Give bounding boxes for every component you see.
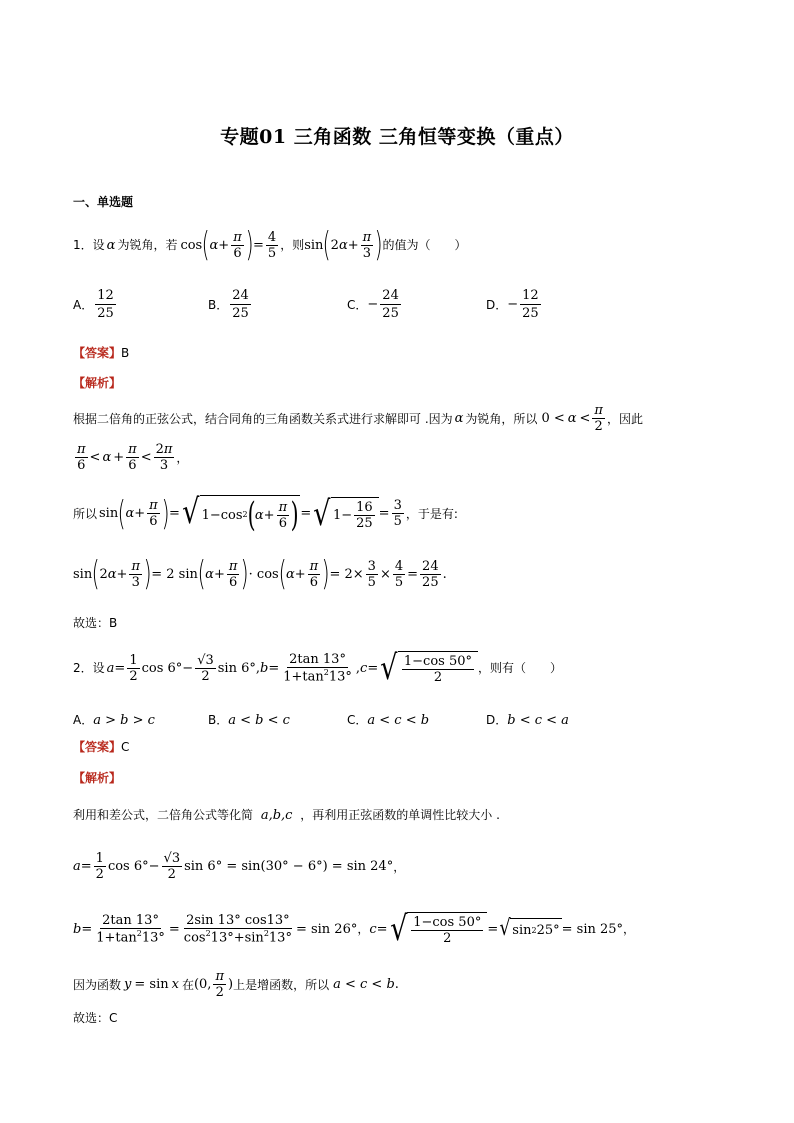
q2-answer: 【答案】C <box>73 740 130 754</box>
q1-analysis-line-2: π 6 < α + $\frac{\pi}{6}$ < 2π 3 ， <box>77 442 189 473</box>
q1-analysis-line-4: sin ( 2 α + $\frac{\pi}{3}$ ) = 2 sin ( α + $\frac{\pi}{6}$ ) · cos ( α + $\frac{\pi}{6}$ ) = 2× $\frac{3}{5}$ × $\frac{4}{5}$ = $\frac{24}{25}$ . <box>73 554 447 594</box>
q2-option-c: C．a < c < b <box>347 713 430 728</box>
q2-analysis-line-2: a = $\frac{1}{2}$ cos 6°− $\frac{√3}{2}$ sin 6° = sin(30° − 6°) = sin 24° ， <box>73 851 406 882</box>
q1-analysis-tag: 【解析】 <box>73 376 122 390</box>
q1-option-b: B． 24 25 <box>208 288 249 321</box>
q2-option-a: A．a > b > c <box>73 713 155 728</box>
q2-option-b: B．a < b < c <box>208 713 290 728</box>
q1-analysis-line-1: 根据二倍角的正弦公式，结合同角的三角函数关系式进行求解即可 .因为 α 为锐角，所以 0 < α < π 2 ，因此 <box>73 403 643 434</box>
q1-analysis-line-3: 所以 sin ( α + $\frac{\pi}{6}$ ) = √ 1−cos 2 ( α + π 6 ) = √ 1− 16 25 = $\frac{3}{5}$ ，于是有: <box>73 492 458 535</box>
page-title: 专题01 三角函数 三角恒等变换（重点） <box>220 126 574 148</box>
q2-analysis-tag: 【解析】 <box>73 771 122 785</box>
q1-conclusion: 故选：B <box>73 616 118 630</box>
q2-option-d: D．b < c < a <box>486 713 569 728</box>
q1-option-a: A． 12 25 <box>73 288 114 321</box>
section-heading: 一、单选题 <box>73 195 134 209</box>
q1-answer: 【答案】B <box>73 346 130 360</box>
q1-option-c: C． − $\frac{24}{25}$ <box>347 288 399 321</box>
question-2-stem: 2． 设 a = $\frac{1}{2}$ cos 6°− $\frac{√3}{2}$ sin 6°, b = $\frac{2\tan 13^\circ}{1+\tan^213^\circ}$ , c = √ 1−cos 50° 2 ，则有（ ） <box>73 648 563 688</box>
q2-analysis-line-3: b = $\frac{2\tan 13^\circ}{1+\tan^213^\circ}$ = $\frac{2\sin 13^\circ \cos 13^\circ}{\cos^213^\circ+\sin^213^\circ}$ = sin 26° ， c = √ 1−cos 50° 2 = √ sin 2 25° = sin 25° ， <box>73 909 636 949</box>
q2-analysis-line-1: 利用和差公式，二倍角公式等化简 a,b,c ，再利用正弦函数的单调性比较大小 . <box>73 808 500 823</box>
q2-conclusion: 故选：C <box>73 1011 118 1025</box>
q2-analysis-line-4: 因为函数 y = sin x 在 (0, π 2 ) 上是增函数，所以 a < c < b . <box>73 969 399 1000</box>
question-1-stem: 1． 设 α 为锐角，若 cos ( α + $\frac{\pi}{6}$ ) = $\frac{4}{5}$ ，则 sin ( 2 α + $\frac{\pi}{3}$ ) 的值为（ ） <box>73 225 467 265</box>
q1-option-d: D． − $\frac{12}{25}$ <box>486 288 539 321</box>
